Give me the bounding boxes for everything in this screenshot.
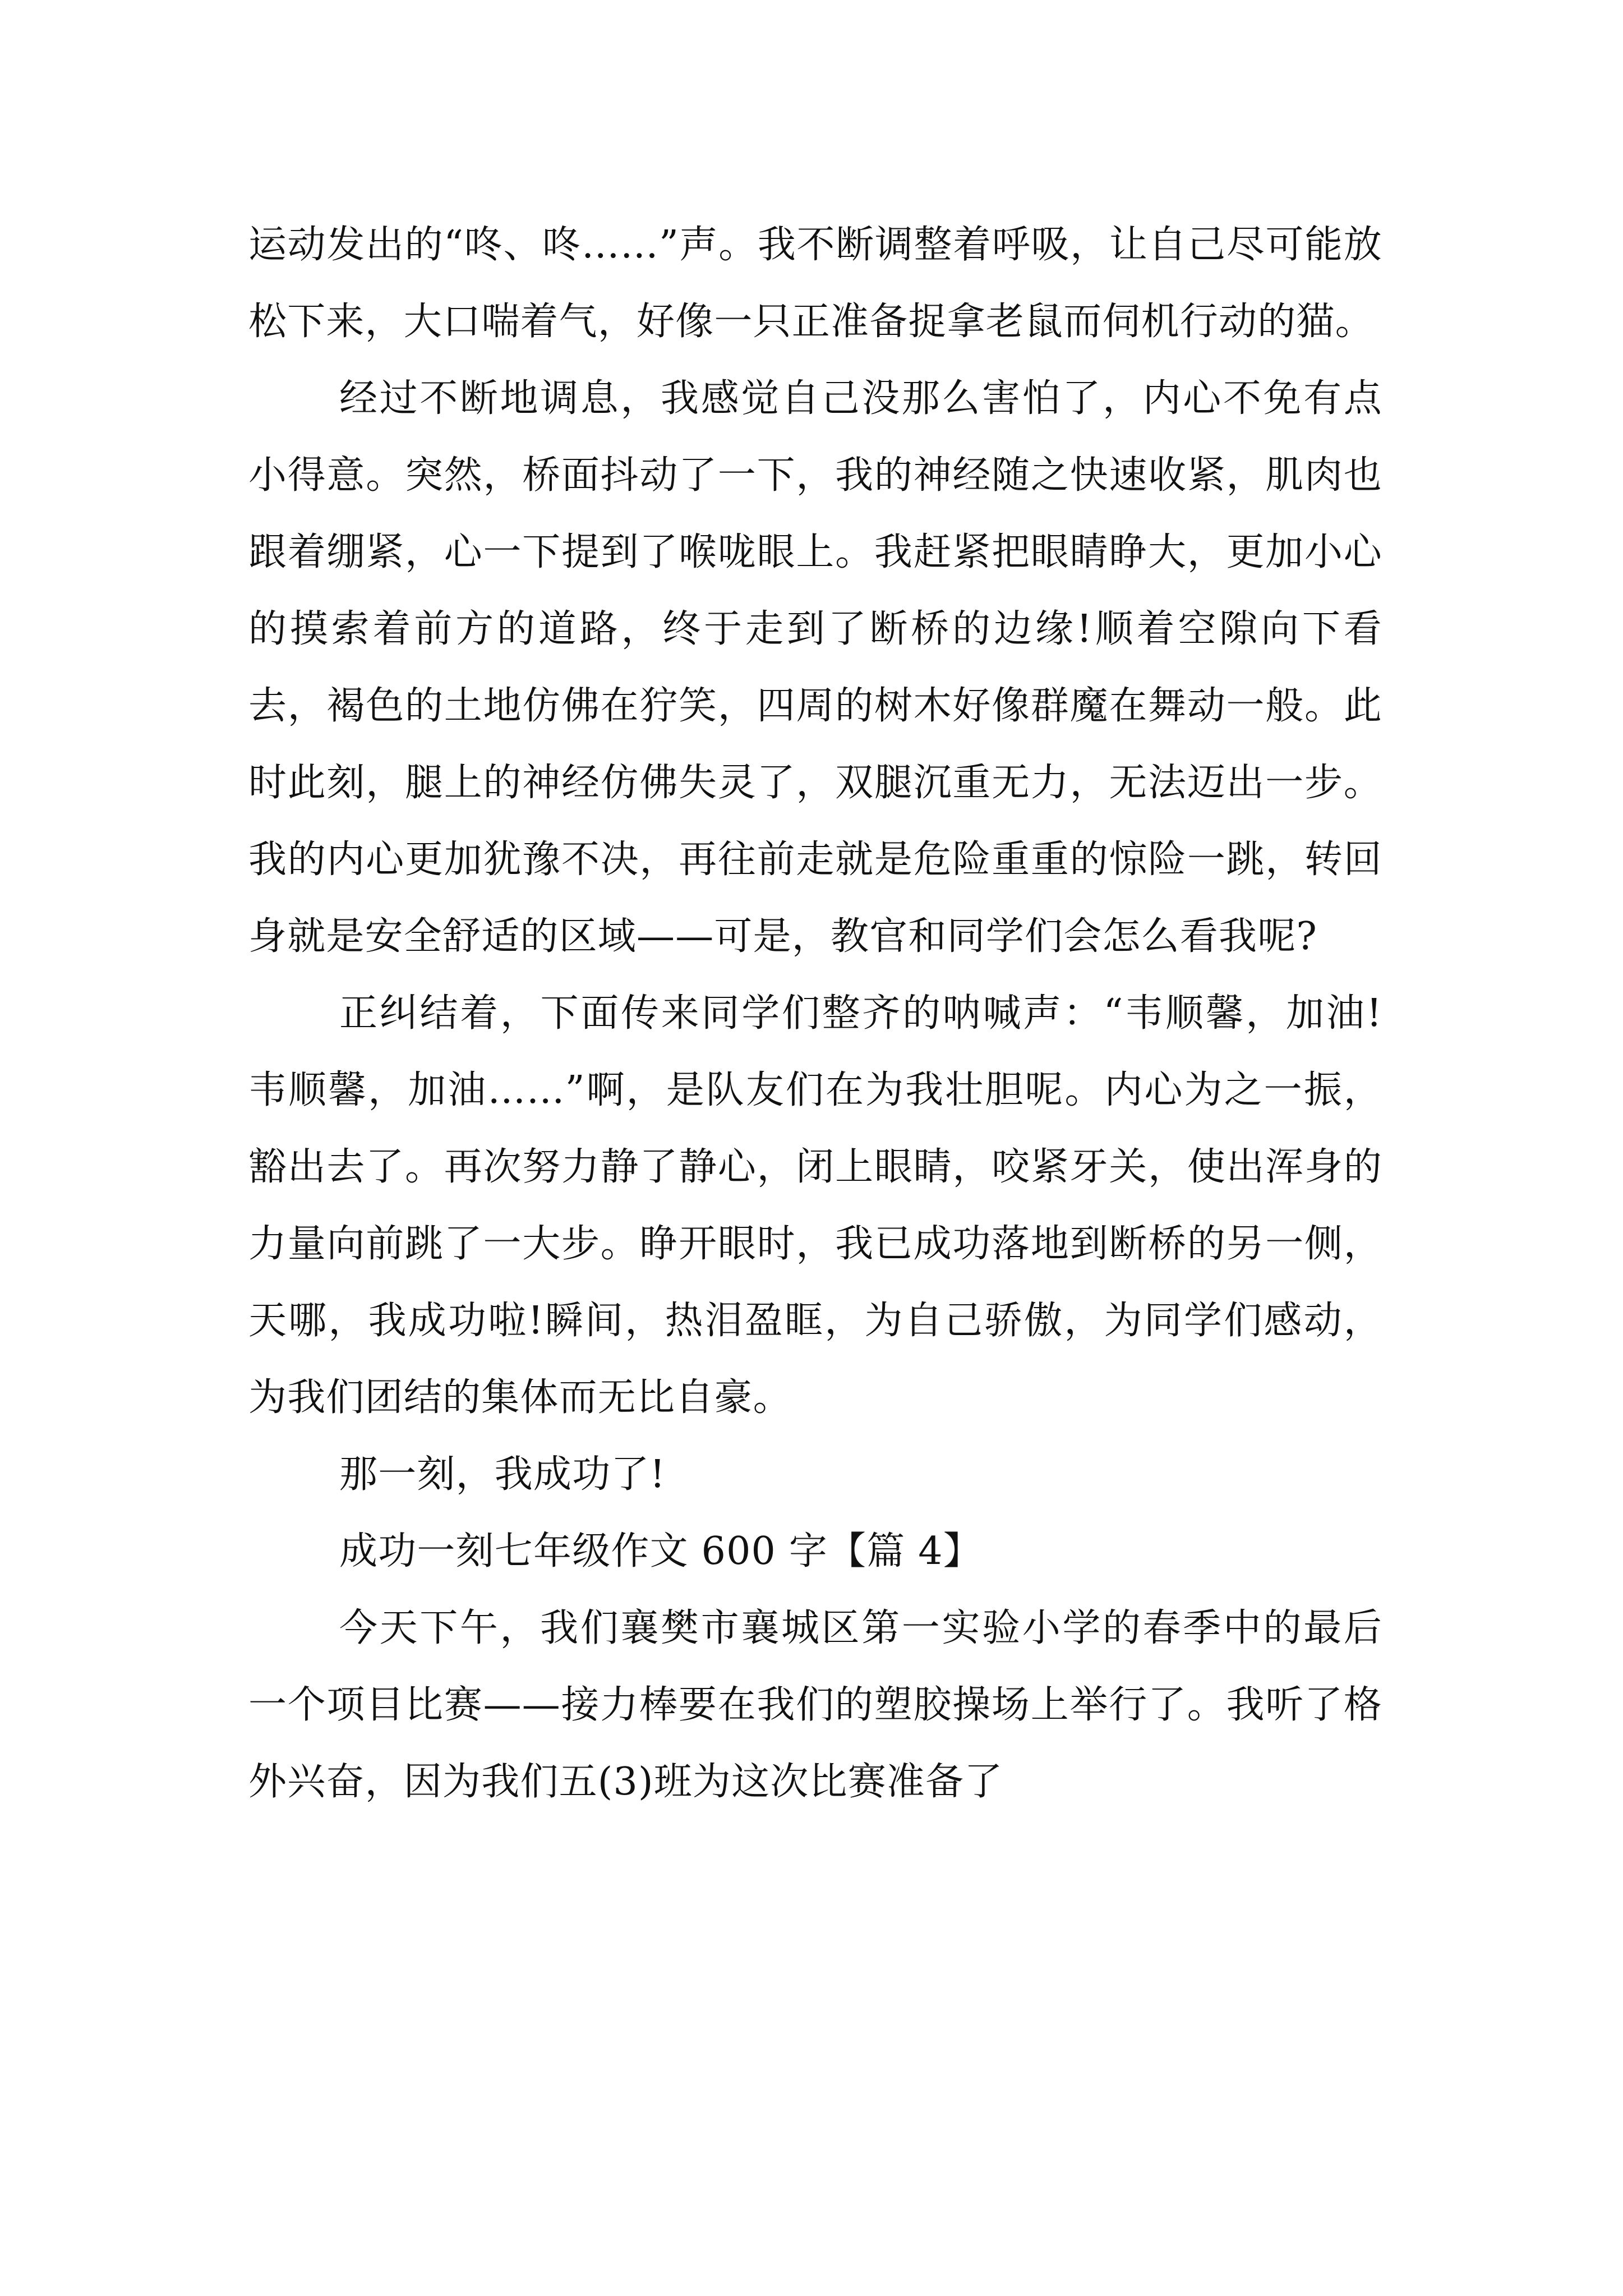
paragraph-2: 经过不断地调息，我感觉自己没那么害怕了，内心不免有点小得意。突然，桥面抖动了一下，我的神经随之快速收紧，肌肉也跟着绷紧，心一下提到了喉咙眼上。我赶紧把眼睛睁大，更加小心的摸索着前方的道路，终于走到了断桥的边缘!顺着空隙向下看去，褐色的土地仿佛在狞笑，四周的树木好像群魔在舞动一般。此时此刻，腿上的神经仿佛失灵了，双腿沉重无力，无法迈出一步。我的内心更加犹豫不决，再往前走就是危险重重的惊险一跳，转回身就是安全舒适的区域——可是，教官和同学们会怎么看我呢? xyxy=(248,376,1382,959)
paragraph-4: 那一刻，我成功了! xyxy=(339,1452,666,1497)
paragraph-6: 今天下午，我们襄樊市襄城区第一实验小学的春季中的最后一个项目比赛——接力棒要在我们的塑胶操场上举行了。我听了格外兴奋，因为我们五(3)班为这次比赛准备了 xyxy=(248,1606,1382,1804)
section-heading: 成功一刻七年级作文 600 字【篇 4】 xyxy=(339,1529,982,1573)
document-body xyxy=(248,206,1382,1820)
paragraph-3: 正纠结着，下面传来同学们整齐的呐喊声：“韦顺馨，加油!韦顺馨，加油……”啊，是队友们在为我壮胆呢。内心为之一振，豁出去了。再次努力静了静心，闭上眼睛，咬紧牙关，使出浑身的力量向前跳了一大步。睁开眼时，我已成功落地到断桥的另一侧，天哪，我成功啦!瞬间，热泪盈眶，为自己骄傲，为同学们感动，为我们团结的集体而无比自豪。 xyxy=(248,991,1382,1420)
paragraph-1: 运动发出的“咚、咚……”声。我不断调整着呼吸，让自己尽可能放松下来，大口喘着气，好像一只正准备捉拿老鼠而伺机行动的猫。 xyxy=(248,223,1382,344)
